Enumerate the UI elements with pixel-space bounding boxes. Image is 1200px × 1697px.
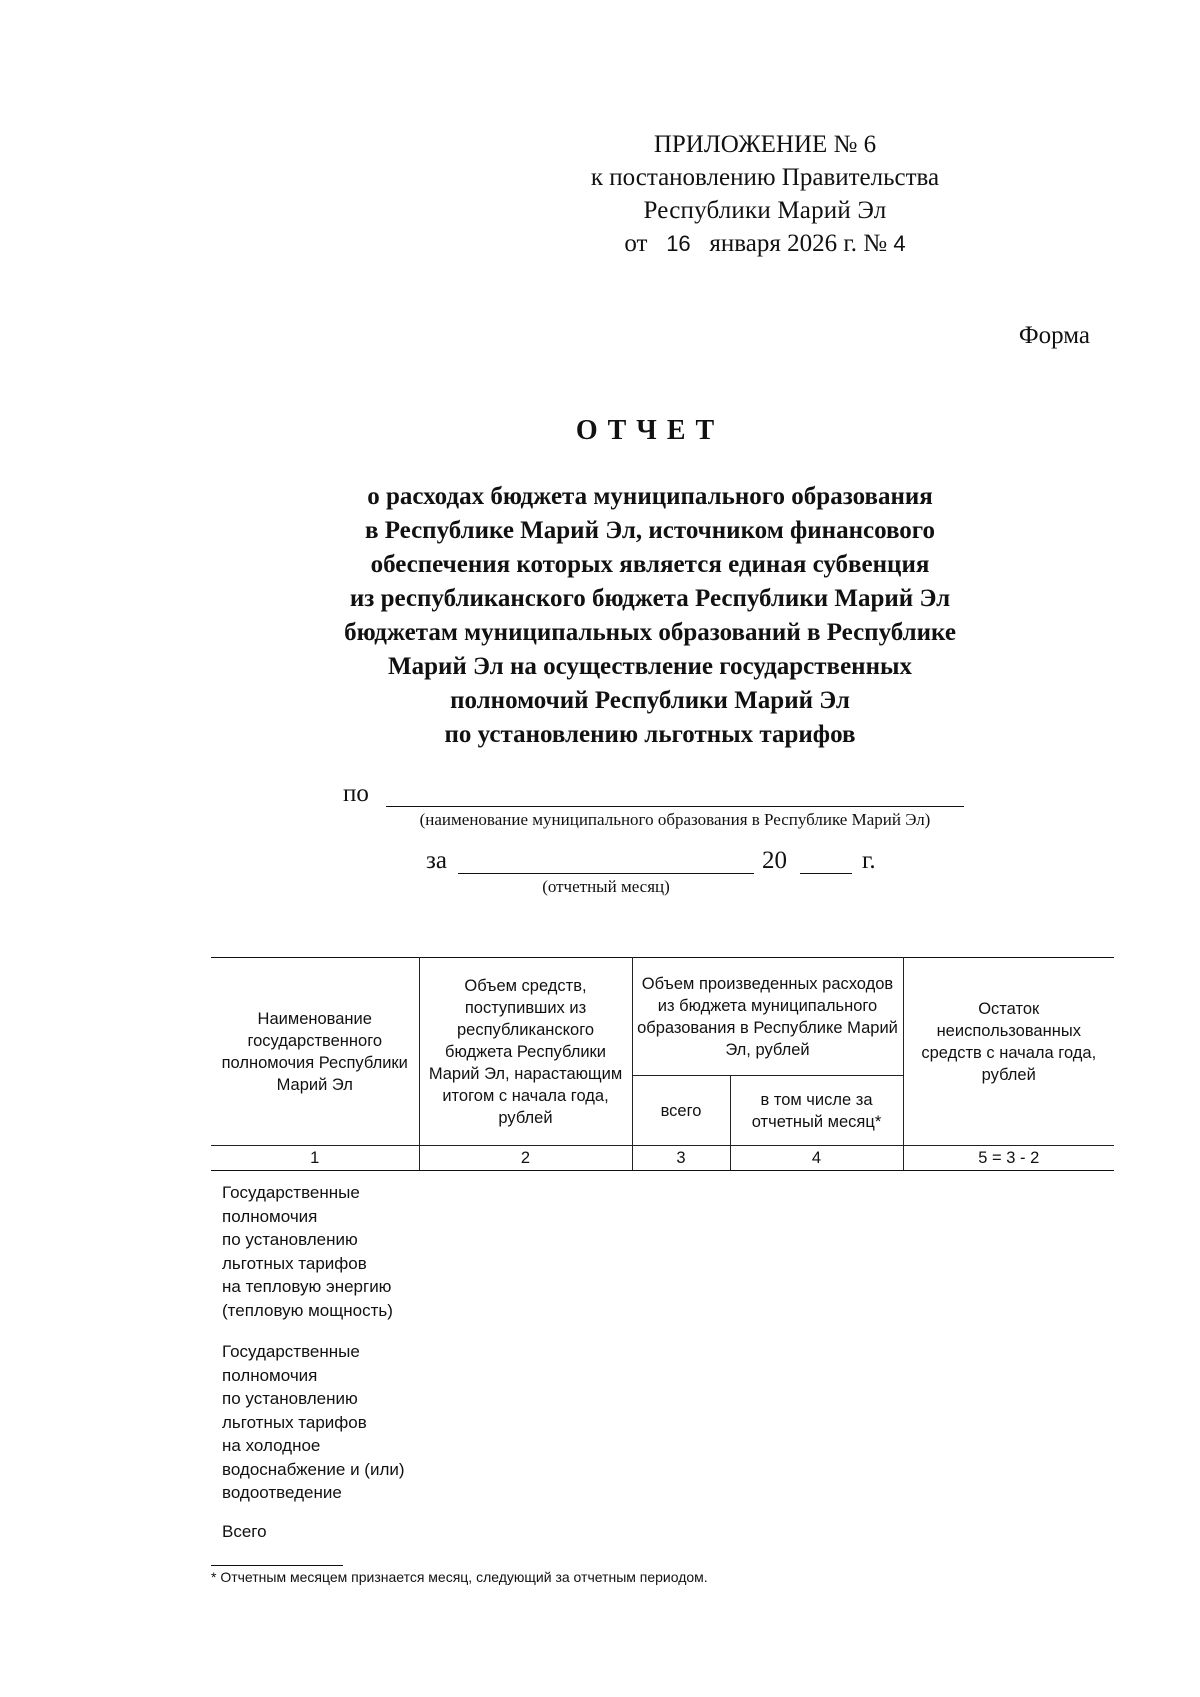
month-hint: (отчетный месяц) [542,877,670,896]
header-expenses-total: всего [632,1076,730,1146]
row-text-line: льготных тарифов [222,1253,367,1273]
header-unused-balance: Остаток неиспользованных средств с начала года, рублей [903,958,1114,1146]
header-funds-received: Объем средств, поступивших из республиканского бюджета Республики Марий Эл, нарастающим итогом с начала года, рублей [419,958,632,1146]
row-text-line: полномочия [222,1206,318,1226]
column-number: 5 = 3 - 2 [903,1146,1114,1171]
row-text-line: на тепловую энергию [222,1277,392,1296]
row-text-line: Всего [222,1522,267,1541]
period-label: за [426,847,447,874]
column-number: 1 [211,1146,419,1171]
row-text-line: Государственные [222,1183,360,1202]
row-text-line: водоснабжение и (или) [222,1459,405,1479]
row-text-line: по установлению [222,1230,358,1249]
year-prefix: 20 [762,847,787,874]
year-field-line[interactable] [800,873,852,874]
header-authority-name: Наименование государственного полномочия Республики Марий Эл [211,958,419,1146]
row-text-line: льготных тарифов [222,1412,367,1432]
row-text-line: на холодное [222,1436,321,1455]
subtitle-line: обеспечения которых является единая субвенция [370,551,930,578]
subtitle-line: в Республике Марий Эл, источником финансового [364,517,936,544]
appendix-header [525,128,1005,260]
column-number: 2 [419,1146,632,1171]
date-day: 16 [666,231,691,256]
row-total [222,1520,267,1544]
column-number: 4 [730,1146,903,1171]
subtitle-line: из республиканского бюджета Республики Марий Эл [349,585,951,612]
subtitle-line: по установлению льготных тарифов [444,721,856,748]
report-title: ОТЧЕТ [575,415,725,446]
document-number: 4 [893,231,906,256]
header-expenses-month: в том числе за отчетный месяц* [730,1076,903,1146]
row-cold-water [222,1340,405,1505]
appendix-line-resolution: к постановлению Правительства [590,164,940,191]
header-expenses-group: Объем произведенных расходов из бюджета муниципального образования в Республике Марий Эл, рублей [632,958,903,1076]
date-month-year: января 2026 г. № [709,230,888,257]
row-text-line: по установлению [222,1389,358,1408]
subtitle-line: Марий Эл на осуществление государственных [388,653,912,680]
municipality-field-line[interactable] [386,806,964,807]
report-subtitle [280,480,1020,752]
row-text-line: (тепловую мощность) [222,1300,393,1320]
form-label: Форма [1018,322,1090,349]
appendix-line-republic: Республики Марий Эл [643,197,887,224]
footnote: * Отчетным месяцем признается месяц, следующий за отчетным периодом. [211,1569,708,1585]
subtitle-line: бюджетам муниципальных образований в Республике [344,619,956,646]
column-number: 3 [632,1146,730,1171]
date-prefix: от [624,230,648,257]
municipality-label: по [343,780,369,807]
report-table [211,957,1114,1171]
month-field-line[interactable] [458,873,754,874]
municipality-hint: (наименование муниципального образования в Республике Марий Эл) [419,810,931,829]
appendix-date-line [525,227,1005,260]
row-text-line: полномочия [222,1365,318,1385]
subtitle-line: полномочий Республики Марий Эл [450,687,850,714]
subtitle-line: о расходах бюджета муниципального образования [367,483,933,510]
footnote-separator [211,1565,343,1566]
row-text-line: водоотведение [222,1483,342,1502]
row-heat-energy [222,1181,393,1322]
row-text-line: Государственные [222,1342,360,1361]
year-suffix: г. [862,847,876,874]
appendix-title: ПРИЛОЖЕНИЕ № 6 [653,131,877,158]
